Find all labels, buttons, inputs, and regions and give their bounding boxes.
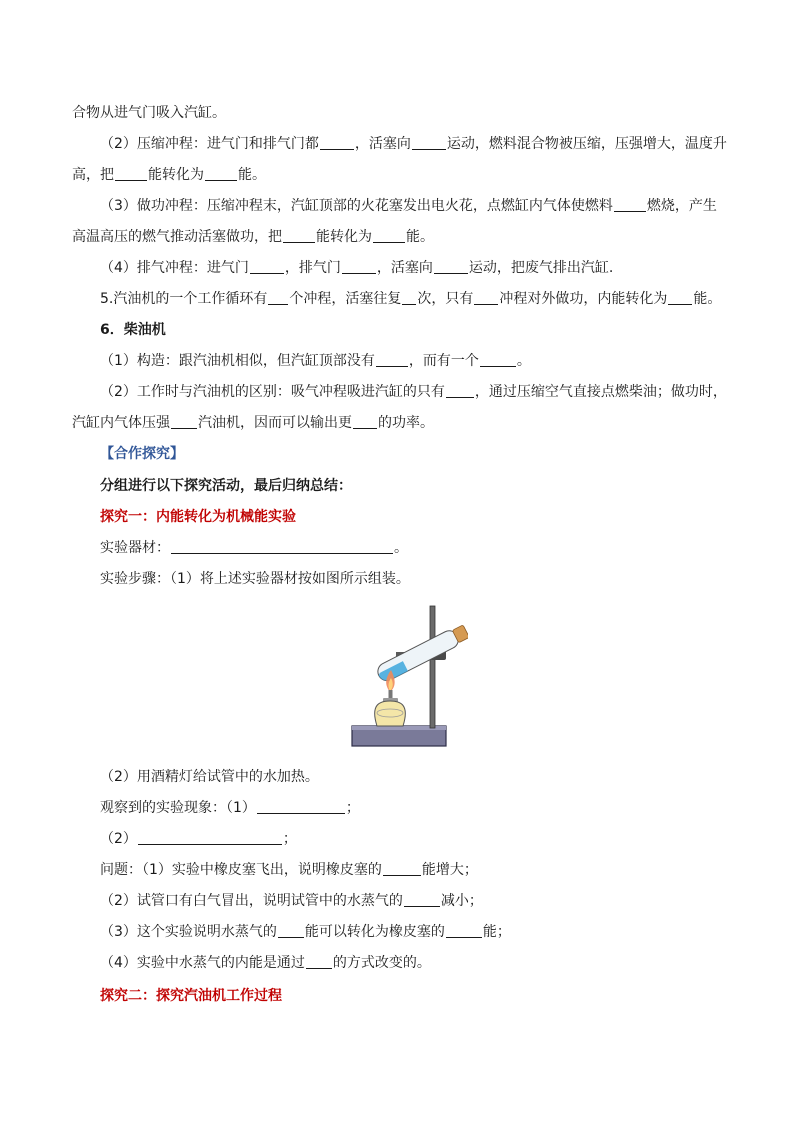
answer-blank[interactable] (283, 228, 315, 243)
text-line-cycle: 5.汽油机的一个工作循环有 个冲程，活塞往复 次，只有 冲程对外做功，内能转化为 能。 (100, 291, 722, 307)
test-tube-heating-apparatus (350, 600, 468, 752)
answer-blank[interactable] (404, 892, 440, 907)
answer-blank[interactable] (342, 259, 376, 274)
answer-blank[interactable] (668, 290, 692, 305)
question-line-two: （2）试管口有白气冒出，说明试管中的水蒸气的 减小； (100, 893, 483, 909)
observation-blank[interactable] (138, 830, 282, 845)
question-line-four: （4）实验中水蒸气的内能是通过 的方式改变的。 (100, 955, 431, 971)
observation-blank[interactable] (257, 799, 345, 814)
text-line-diesel-difference: （2）工作时与汽油机的区别：吸气冲程吸进汽缸的只有 ，通过压缩空气直接点燃柴油；做功时， (100, 384, 727, 400)
question-line-three: （3）这个实验说明水蒸气的 能可以转化为橡皮塞的 能； (100, 924, 511, 940)
observation-line-one: 观察到的实验现象：（1） ； (100, 800, 360, 816)
answer-blank[interactable] (376, 352, 408, 367)
answer-blank[interactable] (250, 259, 284, 274)
answer-blank[interactable] (171, 414, 197, 429)
text-line: 合物从进气门吸入汽缸。 (72, 105, 226, 121)
answer-blank[interactable] (474, 290, 498, 305)
answer-blank[interactable] (268, 290, 288, 305)
observation-line-two: （2） ； (100, 831, 297, 847)
answer-blank[interactable] (446, 383, 474, 398)
answer-blank[interactable] (402, 290, 416, 305)
answer-blank[interactable] (353, 414, 377, 429)
step-two-line: （2）用酒精灯给试管中的水加热。 (100, 769, 319, 785)
answer-blank[interactable] (373, 228, 405, 243)
steps-line: 实验步骤：（1）将上述实验器材按如图所示组装。 (100, 571, 410, 587)
text-line-power-stroke: （3）做功冲程：压缩冲程末，汽缸顶部的火花塞发出电火花，点燃缸内气体使燃料 燃烧，产生 (100, 198, 717, 214)
text-line: 高，把 能转化为 能。 (72, 167, 266, 183)
answer-blank[interactable] (320, 135, 354, 150)
text-line-exhaust: （4）排气冲程：进气门 ，排气门 ，活塞向 运动，把废气排出汽缸. (100, 260, 614, 276)
materials-blank[interactable] (171, 539, 393, 554)
section-heading-diesel: 6．柴油机 (100, 322, 166, 338)
section-heading-cooperative: 【合作探究】 (100, 446, 184, 462)
text-line-compression: （2）压缩冲程：进气门和排气门都 ，活塞向 运动，燃料混合物被压缩，压强增大，温度升 (100, 136, 727, 152)
answer-blank[interactable] (383, 861, 421, 876)
question-line-one: 问题：（1）实验中橡皮塞飞出，说明橡皮塞的 能增大； (100, 862, 478, 878)
answer-blank[interactable] (278, 923, 304, 938)
answer-blank[interactable] (306, 954, 332, 969)
instruction-line: 分组进行以下探究活动，最后归纳总结： (100, 478, 352, 494)
answer-blank[interactable] (205, 166, 237, 181)
answer-blank[interactable] (434, 259, 468, 274)
answer-blank[interactable] (614, 197, 646, 212)
answer-blank[interactable] (446, 923, 482, 938)
answer-blank[interactable] (412, 135, 446, 150)
answer-blank[interactable] (480, 352, 516, 367)
inquiry-two-heading: 探究二：探究汽油机工作过程 (100, 988, 282, 1004)
text-line: 汽缸内气体压强 汽油机，因而可以输出更 的功率。 (72, 415, 434, 431)
answer-blank[interactable] (115, 166, 147, 181)
text-line: 高温高压的燃气推动活塞做功，把 能转化为 能。 (72, 229, 434, 245)
materials-line: 实验器材： 。 (100, 540, 408, 556)
inquiry-one-heading: 探究一：内能转化为机械能实验 (100, 509, 296, 525)
text-line-diesel-structure: （1）构造：跟汽油机相似，但汽缸顶部没有 ，而有一个 。 (100, 353, 531, 369)
